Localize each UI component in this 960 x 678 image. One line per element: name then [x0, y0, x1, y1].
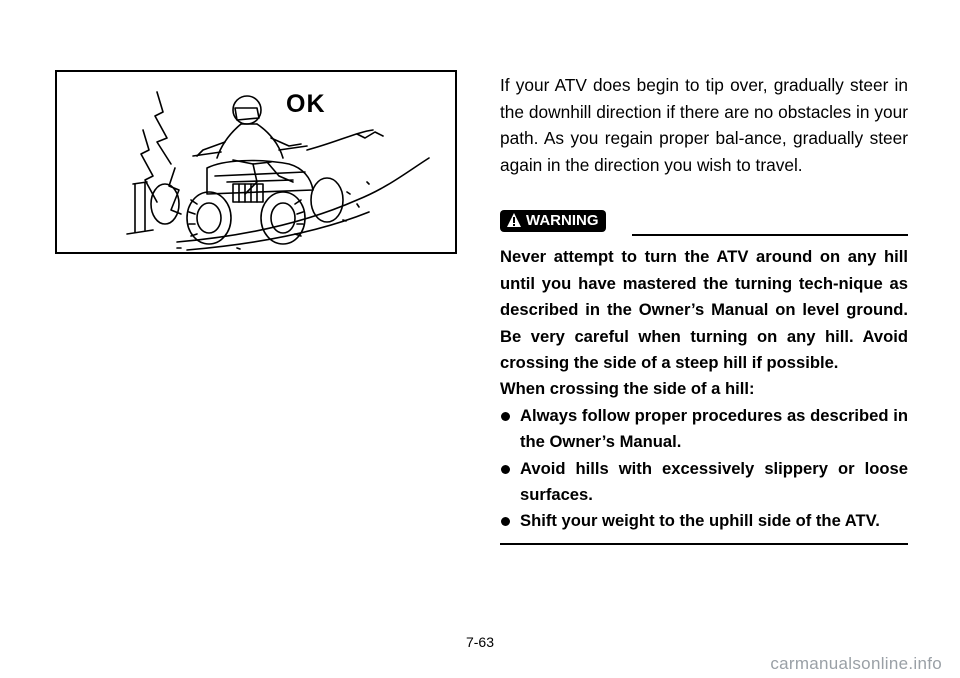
page-number: 7-63	[465, 634, 495, 650]
warning-bullet-list	[500, 403, 908, 535]
warning-paragraph: Never attempt to turn the ATV around on any hill until you have mastered the turning tech-nique as described in the Owner’s Manual on level ground. Be very careful when turning on any hill. Avoid crossing the side of a steep hill if possible.	[500, 247, 908, 372]
intro-paragraph: If your ATV does begin to tip over, gradually steer in the downhill direction if there are no obstacles in your path. As you regain proper bal-ance, gradually steer again in the direction you wish to travel.	[500, 75, 908, 175]
warning-body	[500, 244, 908, 544]
warning-bullet-item	[500, 403, 908, 456]
warning-bullet-item	[500, 456, 908, 509]
watermark-link[interactable]: carmanualsonline.info	[770, 654, 942, 673]
warning-header	[500, 212, 908, 234]
warning-badge	[500, 210, 606, 232]
warning-bullet-text: Avoid hills with excessively slippery or loose surfaces.	[520, 458, 908, 505]
warning-bottom-rule	[500, 543, 908, 545]
warning-bullet-text: Shift your weight to the uphill side of the ATV.	[520, 511, 880, 531]
warning-list-lead: When crossing the side of a hill:	[500, 379, 755, 399]
ok-label: OK	[286, 90, 326, 118]
text-column	[500, 72, 908, 545]
warning-triangle-icon	[506, 212, 522, 228]
bullet-dot-icon	[501, 465, 510, 474]
bullet-dot-icon	[501, 517, 510, 526]
bullet-dot-icon	[501, 412, 510, 421]
warning-rule	[632, 234, 908, 236]
warning-bullet-text: Always follow proper procedures as described in the Owner’s Manual.	[520, 405, 908, 452]
warning-bullet-item	[500, 508, 908, 534]
atv-illustration-figure	[55, 70, 457, 254]
warning-label: WARNING	[526, 212, 599, 230]
atv-rider-illustration	[57, 72, 457, 254]
